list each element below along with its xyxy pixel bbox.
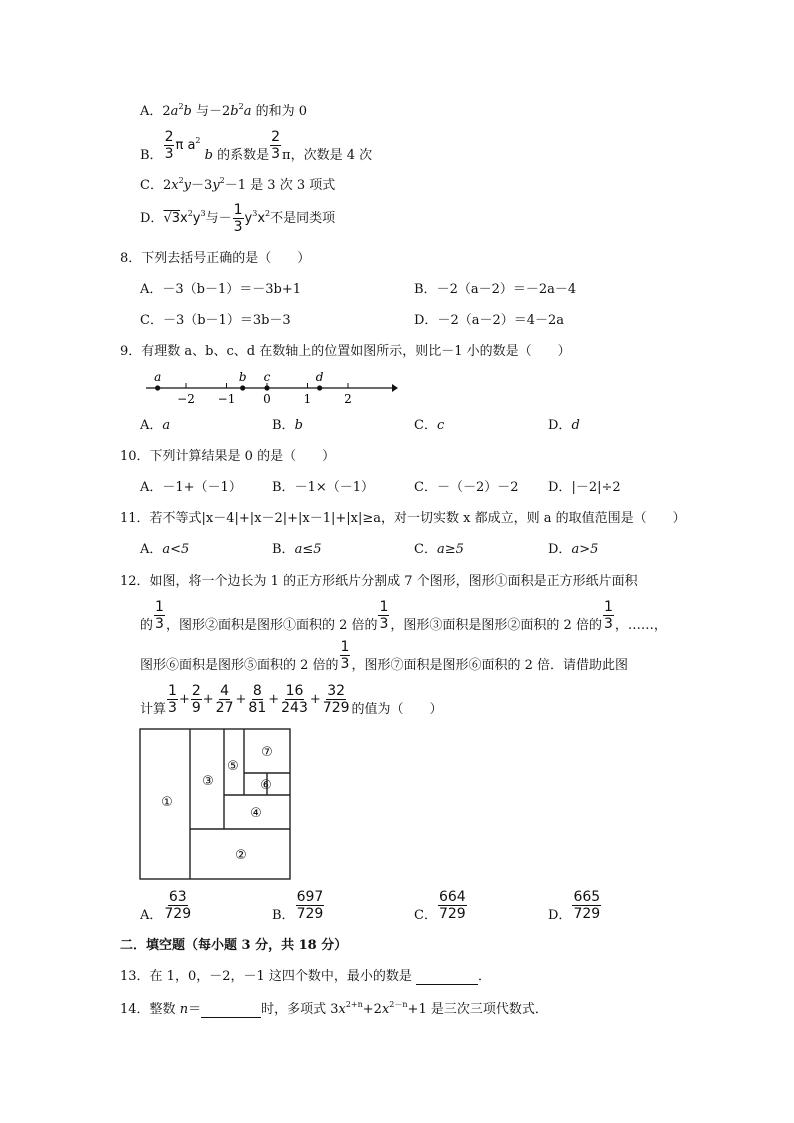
q8-option-a: A．－3（b－1）＝－3b+1 bbox=[140, 282, 302, 297]
fraction: $\frac{1}{3}$ bbox=[603, 599, 613, 632]
tick-label: −1 bbox=[217, 392, 236, 406]
region-2-label: ② bbox=[235, 848, 247, 863]
fraction: $\frac{665}{729}$ bbox=[573, 889, 601, 922]
fraction: $\frac{1}{3}$ bbox=[233, 202, 243, 235]
q11-option-a: A．a<5 bbox=[140, 542, 190, 557]
q12-line2: 的 $\frac{1}{3}$ ，图形②面积是图形①面积的 2 倍的 $\frac{1}{3}$ ，图形③面积是图形②面积的 2 倍的 $\frac{1}{3}$ ，……， bbox=[140, 599, 667, 633]
point-a bbox=[155, 385, 160, 390]
point-label-b: b bbox=[238, 370, 247, 384]
region-1-label: ① bbox=[161, 795, 173, 810]
q8-option-b: B．－2（a－2）＝－2a－4 bbox=[414, 282, 577, 297]
fraction: $\frac{1}{3}$ bbox=[340, 639, 350, 672]
fraction: $\frac{4}{27}$ bbox=[215, 683, 234, 716]
q12-option-c: C． $\frac{664}{729}$ bbox=[414, 889, 466, 923]
region-3-label: ③ bbox=[202, 774, 214, 789]
q7-option-c: C．$2x^2y-3y^2-1$ 是 3 次 3 项式 bbox=[140, 176, 336, 193]
tick-label: 1 bbox=[303, 392, 312, 406]
fraction: $\frac{63}{729}$ bbox=[164, 889, 192, 922]
tick-label: 2 bbox=[344, 392, 352, 406]
point-label-a: a bbox=[154, 370, 162, 384]
fraction: $\frac{16}{243}$ bbox=[281, 683, 308, 716]
q12-line3: 图形⑥面积是图形⑤面积的 2 倍的 $\frac{1}{3}$ ，图形⑦面积是图形⑥面积的 2 倍．请借助此图 bbox=[140, 639, 629, 673]
q9-stem: 9．有理数 a、b、c、d 在数轴上的位置如图所示，则比－1 小的数是（ ） bbox=[120, 344, 571, 359]
number-line bbox=[140, 368, 400, 408]
region-5-label: ⑤ bbox=[227, 759, 239, 774]
q10-option-d: D．|－2|÷2 bbox=[548, 480, 621, 495]
tick-label: 0 bbox=[263, 392, 271, 406]
fraction: $\frac{1}{3}$ bbox=[379, 599, 389, 632]
q8-option-d: D．－2（a－2）＝4－2a bbox=[414, 313, 565, 328]
q12-option-a: A． $\frac{63}{729}$ bbox=[140, 889, 192, 923]
axis-arrow bbox=[392, 384, 398, 392]
region-6-label: ⑥ bbox=[260, 778, 272, 793]
q9-option-a: A．a bbox=[140, 418, 171, 433]
fraction: $\frac{1}{3}$ bbox=[168, 683, 177, 716]
q14-answer-blank[interactable] bbox=[201, 1004, 261, 1018]
q13: 13．在 1，0，－2，－1 这四个数中，最小的数是 ． bbox=[120, 969, 492, 984]
point-b bbox=[240, 385, 245, 390]
fraction: $\frac{2}{3}$ bbox=[164, 129, 174, 162]
q12-calc-line: 计算 $\frac{1}{3}$ + $\frac{2}{9}$ + $\frac{4}{27}$ + $\frac{8}{81}$ + $\frac{16}{243}$ + $\frac{32}{729}$ 的值为（ ） bbox=[140, 683, 443, 717]
q8-stem: 8．下列去括号正确的是（ ） bbox=[120, 251, 311, 266]
section-2-title: 二．填空题（每小题 3 分，共 18 分） bbox=[120, 938, 348, 953]
q11-option-d: D．a>5 bbox=[548, 542, 599, 557]
q7-option-d: D．$√3x^2y^3$与－ $\frac{1}{3}$ $y^3x^2$不是同类项 bbox=[140, 202, 336, 235]
q10-option-c: C．－（－2）－2 bbox=[414, 480, 519, 495]
q14: 14．整数 n＝ 时，多项式 $3x^{2+n}+2x^{2-n}+1$ 是三次三项代数式． bbox=[120, 1000, 548, 1017]
q12-option-b: B． $\frac{697}{729}$ bbox=[272, 889, 324, 923]
region-7-label: ⑦ bbox=[261, 745, 273, 760]
q12-option-d: D． $\frac{665}{729}$ bbox=[548, 889, 601, 923]
q12-line1: 12．如图，将一个边长为 1 的正方形纸片分割成 7 个图形，图形①面积是正方形纸片面积 bbox=[120, 574, 638, 589]
q8-option-c: C．－3（b－1）＝3b－3 bbox=[140, 313, 291, 328]
q9-option-d: D．d bbox=[548, 418, 580, 433]
fraction: $\frac{2}{9}$ bbox=[191, 683, 201, 716]
point-label-d: d bbox=[315, 370, 324, 384]
fraction: $\frac{697}{729}$ bbox=[296, 889, 324, 922]
fraction: $\frac{8}{81}$ bbox=[248, 683, 267, 716]
point-c bbox=[264, 385, 269, 390]
q11-option-b: B．a≤5 bbox=[272, 542, 322, 557]
q9-option-c: C．c bbox=[414, 418, 445, 433]
fraction: $\frac{1}{3}$ bbox=[155, 599, 164, 632]
fraction: $\frac{2}{3}$ bbox=[271, 129, 281, 162]
square-partition-figure bbox=[139, 728, 299, 888]
q10-stem: 10．下列计算结果是 0 的是（ ） bbox=[120, 449, 336, 464]
q10-option-b: B．－1×（－1） bbox=[272, 480, 374, 495]
q11-stem: 11．若不等式|x－4|+|x－2|+|x－1|+|x|≥a，对一切实数 x 都成立，则 a 的取值范围是（ ） bbox=[120, 511, 686, 526]
q10-option-a: A．－1+（－1） bbox=[140, 480, 242, 495]
q9-option-b: B．b bbox=[272, 418, 303, 433]
q13-answer-blank[interactable] bbox=[416, 971, 478, 985]
point-label-c: c bbox=[263, 370, 271, 384]
point-d bbox=[317, 385, 322, 390]
fraction: $\frac{664}{729}$ bbox=[438, 889, 466, 922]
q7-option-b: B． $\frac{2}{3}$ π $a^2$ b 的系数是 $\frac{2}{3}$ π，次数是 4 次 bbox=[140, 129, 373, 163]
q11-option-c: C．a≥5 bbox=[414, 542, 464, 557]
q7-option-a: A．$2a^2b$ 与$-2b^2a$ 的和为 0 bbox=[140, 102, 307, 119]
fraction: $\frac{32}{729}$ bbox=[322, 683, 350, 716]
tick-label: −2 bbox=[177, 392, 195, 406]
region-4-label: ④ bbox=[250, 806, 262, 821]
